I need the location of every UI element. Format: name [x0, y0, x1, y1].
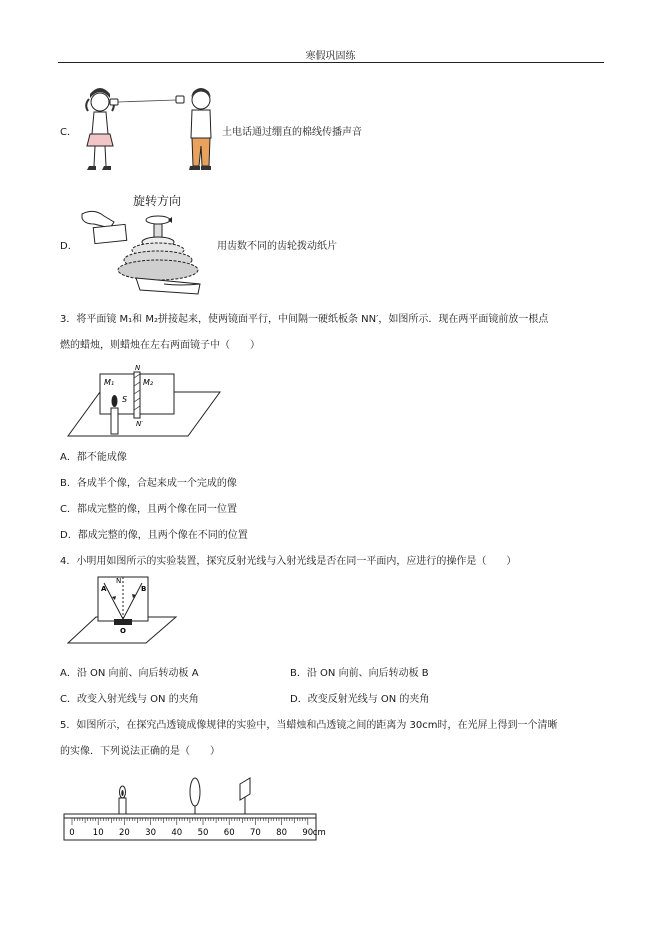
q3-stem-line2: 燃的蜡烛，则蜡烛在左右两面镜子中（ ） [60, 340, 260, 351]
q4-o-label: O [120, 627, 126, 635]
q3-s-label: S [122, 395, 128, 404]
option-c-text: 土电话通过绷直的棉线传播声音 [222, 127, 362, 138]
q4-b-label: B [141, 585, 147, 593]
ruler-tick-label: 30 [145, 828, 157, 838]
header-rule [58, 62, 604, 63]
q4-reflection-figure [66, 575, 178, 647]
q4-option-c: C．改变入射光线与 ON 的夹角 [60, 694, 199, 705]
ruler-tick-label: 0 [69, 828, 75, 838]
q4-option-b: B．沿 ON 向前、向后转动板 B [290, 668, 429, 679]
ruler-tick-label: 80 [276, 828, 288, 838]
q3-m2-label: M₂ [143, 378, 154, 387]
q3-mirror-figure [60, 364, 225, 440]
q3-n-label: N [135, 364, 141, 372]
q3-m1-label: M₁ [104, 378, 115, 387]
q4-stem: 4．小明用如图所示的实验装置，探究反射光线与入射光线是否在同一平面内，应进行的操作是（ ） [60, 556, 517, 567]
q3-option-d: D．都成完整的像，且两个像在不同的位置 [60, 530, 248, 541]
rotation-direction-caption: 旋转方向 [133, 194, 182, 208]
q3-option-b: B．各成半个像，合起来成一个完成的像 [60, 478, 237, 489]
option-c-label: C． [60, 127, 77, 138]
q3-option-a: A．都不能成像 [60, 452, 127, 463]
gears-figure [80, 208, 206, 296]
q3-stem-line1: 3．将平面镜 M₁和 M₂拼接起来，使两镜面平行，中间隔一硬纸板条 NN′，如图所示．现在两平面镜前放一根点 [60, 314, 549, 325]
ruler-tick-label: 40 [171, 828, 183, 838]
q5-stem-line2: 的实像．下列说法正确的是（ ） [60, 746, 220, 757]
page-header-title: 寒假巩固练 [305, 51, 356, 62]
q3-n-prime-label: N′ [136, 420, 143, 428]
ruler-unit-label: cm [312, 828, 326, 838]
q4-option-a: A．沿 ON 向前、向后转动板 A [60, 668, 199, 679]
q4-a-label: A [101, 585, 107, 593]
q3-option-c: C．都成完整的像，且两个像在同一位置 [60, 504, 237, 515]
q4-option-d: D．改变反射光线与 ON 的夹角 [290, 694, 430, 705]
q5-optical-bench-figure [64, 776, 326, 842]
ruler-tick-label: 10 [92, 828, 104, 838]
ruler-tick-label: 50 [197, 828, 209, 838]
ruler-tick-label: 90 [302, 828, 314, 838]
ruler-tick-label: 70 [249, 828, 261, 838]
option-d-label: D． [60, 241, 78, 252]
option-d-text: 用齿数不同的齿轮拨动纸片 [217, 241, 337, 252]
ruler-tick-label: 20 [118, 828, 130, 838]
tin-can-telephone-figure [76, 84, 226, 176]
q4-n-label: N [116, 577, 122, 585]
q5-stem-line1: 5．如图所示，在探究凸透镜成像规律的实验中，当蜡烛和凸透镜之间的距离为 30cm时，在光屏上得到一个清晰 [60, 720, 558, 731]
ruler-tick-label: 60 [223, 828, 235, 838]
